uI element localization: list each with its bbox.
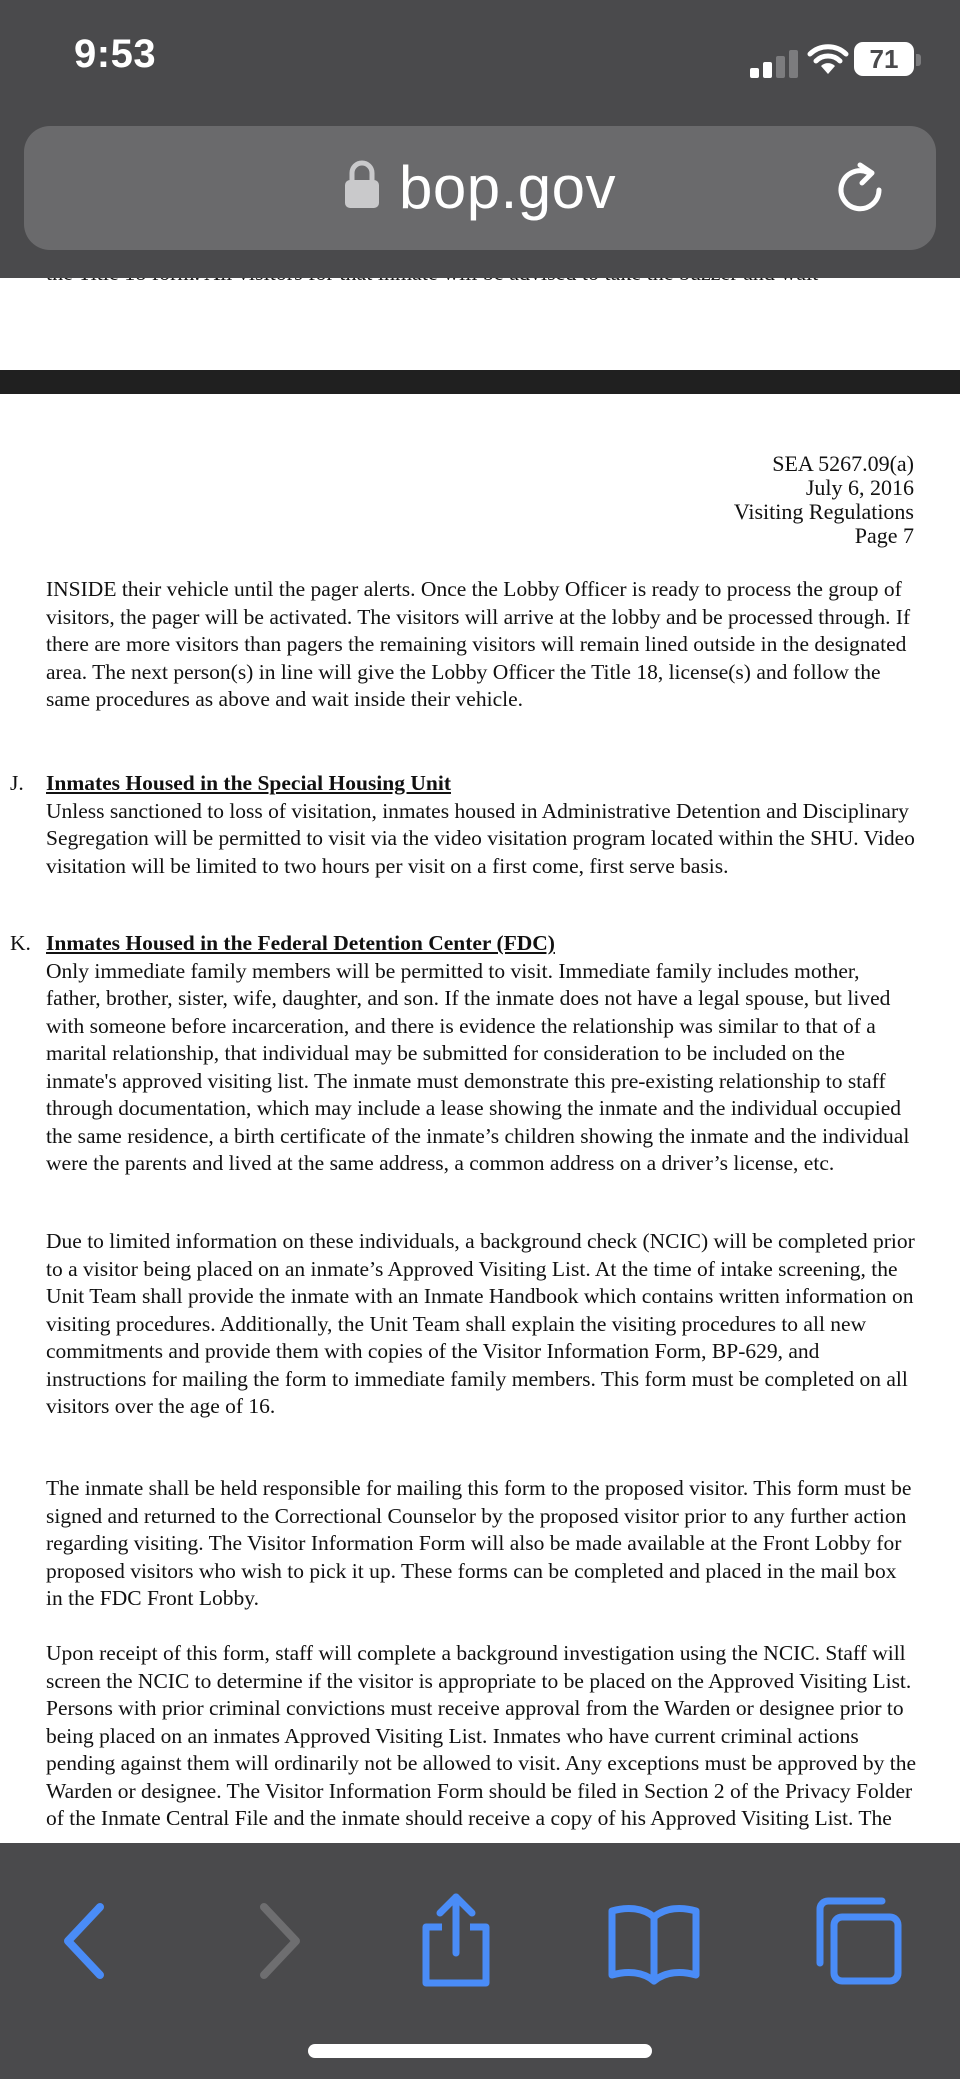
header-page-number: Page 7 <box>854 523 914 548</box>
url-text[interactable]: bop.gov <box>399 154 617 221</box>
address-bar[interactable] <box>24 126 936 250</box>
battery-indicator <box>854 42 914 76</box>
intro-paragraph: INSIDE their vehicle until the pager alerts. Once the Lobby Officer is ready to process the group of visitors, the pager will be activated. The visitors will arrive at the lobby and be processed through. If there are more visitors than pagers the remaining visitors will remain lined outside in the designated area. The next person(s) in line will give the Lobby Officer the Title 18, license(s) and follow the same procedures as above and wait inside their vehicle. <box>46 577 911 711</box>
ncic-paragraph: Due to limited information on these individuals, a background check (NCIC) will be completed prior to a visitor being placed on an inmate’s Approved Visiting List. At the time of intake screening, the Unit Team shall provide the inmate with an Inmate Handbook which contains written information on visiting procedures. Additionally, the Unit Team shall explain the visiting procedures to all new commitments and provide them with copies of the Visitor Information Form, BP-629, and instructions for mailing the form to immediate family members. This form must be completed on all visitors over the age of 16. <box>46 1229 915 1418</box>
header-document-code: SEA 5267.09(a) <box>772 451 914 476</box>
home-indicator[interactable] <box>308 2044 652 2058</box>
page-header <box>734 452 914 548</box>
battery-level: 71 <box>869 44 899 74</box>
section-k-letter: K. <box>10 931 31 955</box>
reload-icon[interactable] <box>832 160 892 220</box>
section-j-letter: J. <box>10 771 24 795</box>
share-icon[interactable] <box>416 1893 496 1989</box>
section-j-body: Unless sanctioned to loss of visitation, inmates housed in Administrative Detention and Disciplinary Segregation will be permitted to visit via the video visitation program located within the SHU. Video visitation will be limited to two hours per visit on a first come, first serve basis. <box>46 798 915 878</box>
section-k <box>46 930 916 1178</box>
mailing-paragraph: The inmate shall be held responsible for mailing this form to the proposed visitor. This form must be signed and returned to the Correctional Counselor by the proposed visitor prior to any further action regarding visiting. The Visitor Information Form will also be made available at the Front Lobby for proposed visitors who wish to pick it up. These forms can be completed and placed in the mail box in the FDC Front Lobby. <box>46 1476 912 1610</box>
page-divider <box>0 370 960 394</box>
browser-top-chrome <box>0 0 960 278</box>
receipt-paragraph: Upon receipt of this form, staff will complete a background investigation using the NCIC. Staff will screen the NCIC to determine if the visitor is appropriate to be placed on the Approved Visiting List. Persons with prior criminal convictions must receive approval from the Warden or designee prior to being placed on an inmates Approved Visiting List. Inmates who have current criminal actions pending against them will ordinarily not be allowed to visit. Any exceptions must be approved by the Warden or designee. The Visitor Information Form should be filed in Section 2 of the Privacy Folder of the Inmate Central File and the inmate should receive a copy of his Approved Visiting List. The <box>46 1641 916 1830</box>
lock-icon <box>344 159 380 211</box>
status-time: 9:53 <box>74 32 157 76</box>
section-j <box>46 770 916 880</box>
header-date: July 6, 2016 <box>805 475 914 500</box>
section-j-title: Inmates Housed in the Special Housing Unit <box>46 771 451 795</box>
forward-icon[interactable] <box>248 1893 308 1989</box>
address-bar-center <box>24 126 936 250</box>
cellular-signal-icon <box>750 48 800 78</box>
tabs-icon[interactable] <box>812 1893 904 1989</box>
section-k-title: Inmates Housed in the Federal Detention Center (FDC) <box>46 931 555 955</box>
wifi-icon <box>808 44 848 76</box>
back-icon[interactable] <box>56 1893 116 1989</box>
pdf-document-view[interactable] <box>0 278 960 1843</box>
bookmarks-icon[interactable] <box>606 1893 702 1989</box>
section-k-body: Only immediate family members will be permitted to visit. Immediate family includes mother, father, brother, sister, wife, daughter, and son. If the inmate does not have a legal spouse, but lived with someone before incarceration, and there is evidence the relationship was similar to that of a marital relationship, that individual may be submitted for consideration to be included on the inmate's approved visiting list. The inmate must demonstrate this pre-existing relationship to staff through documentation, which may include a lease showing the inmate and the individual occupied the same residence, a birth certificate of the inmate’s children showing the inmate and the individual were the parents and lived at the same address, a common address on a driver’s license, etc. <box>46 958 910 1175</box>
battery-cap <box>916 54 921 66</box>
header-title: Visiting Regulations <box>733 499 914 524</box>
